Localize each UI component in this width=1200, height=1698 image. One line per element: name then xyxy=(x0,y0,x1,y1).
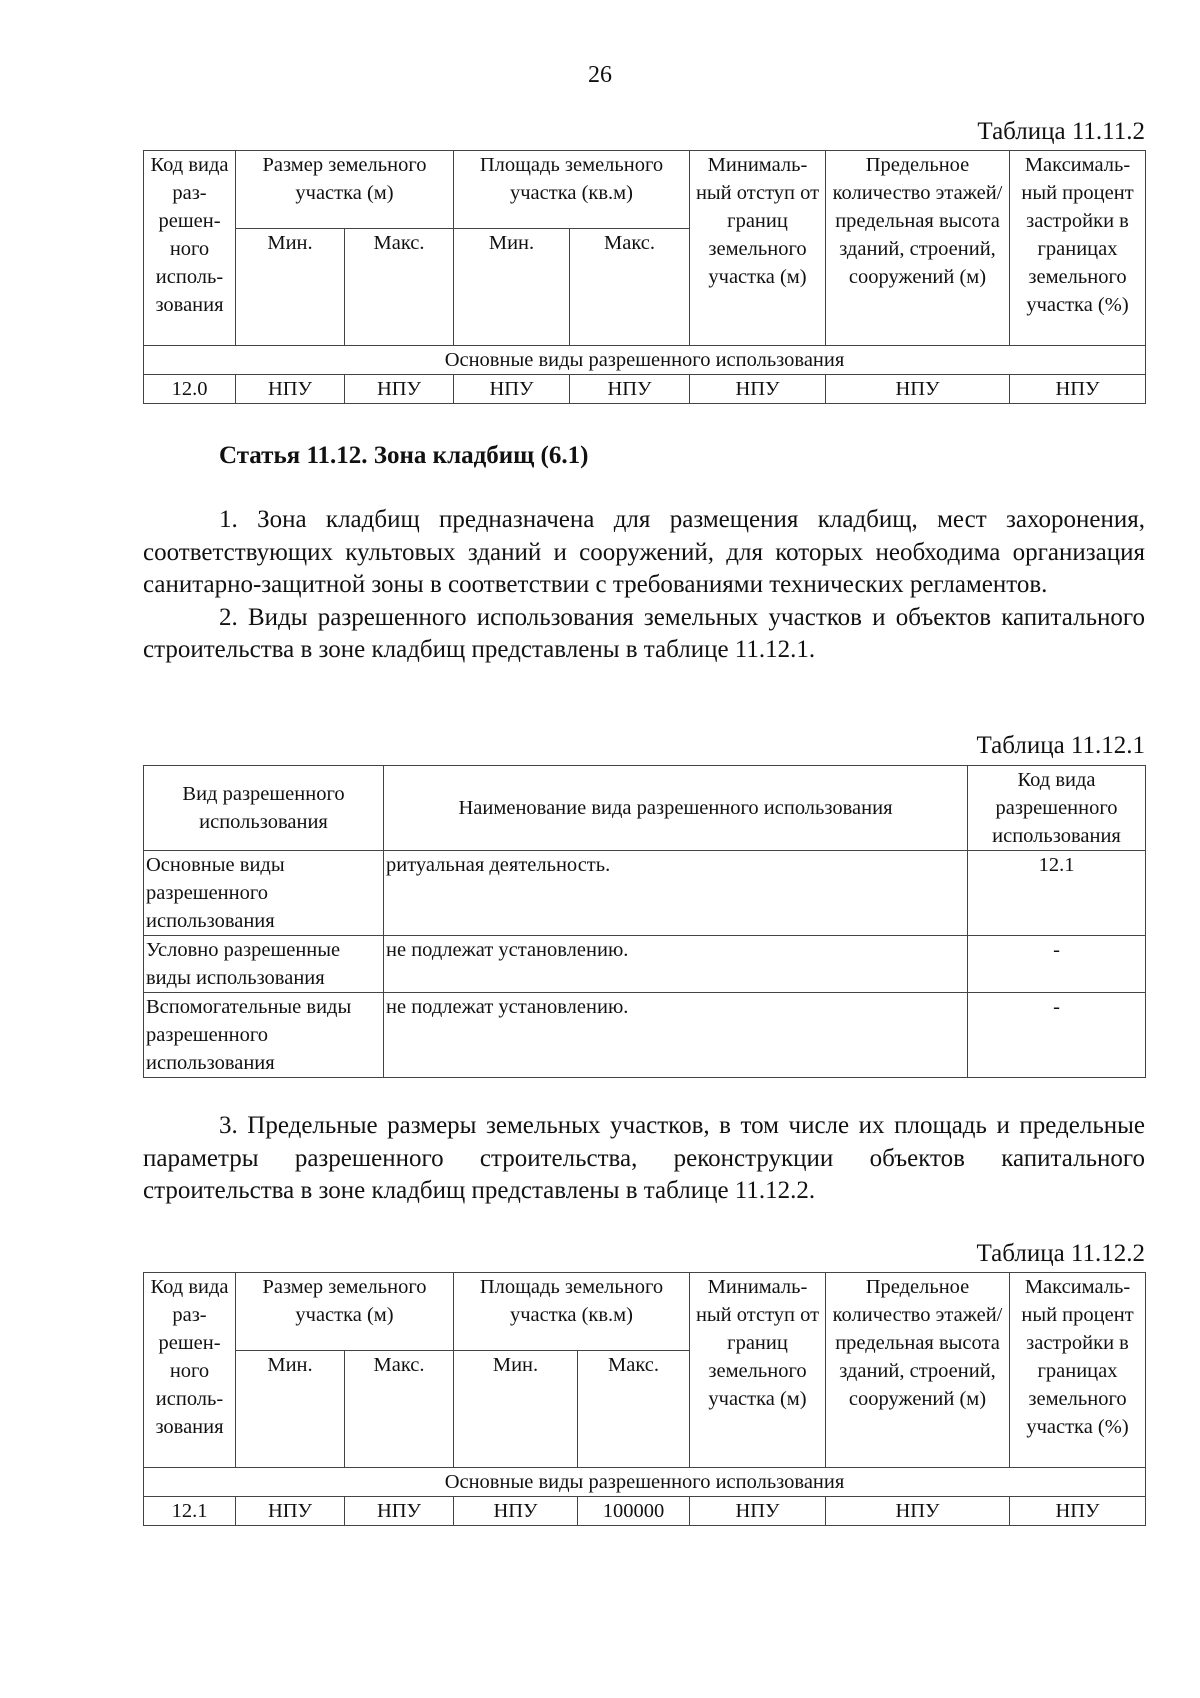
paragraph-text: 3. Предельные размеры земельных участков, в том числе их площадь и предельные параметры разрешенного строительства, реконструкции объектов капитального строительства в зоне кладбищ представлены в таблице 11.12.2. xyxy=(143,1112,1145,1204)
cell-use-type: Условно разрешенные виды использования xyxy=(144,936,384,993)
section-row: Основные виды разрешенного использования xyxy=(144,1468,1146,1497)
header-area: Площадь земельного участка (кв.м) xyxy=(454,1273,690,1351)
cell-use-name: ритуальная деятельность. xyxy=(384,851,968,936)
article-paragraph-3 xyxy=(143,1110,1145,1208)
cell: 100000 xyxy=(578,1497,690,1526)
parameters-table-11-12-2 xyxy=(143,1272,1146,1526)
header-size-max: Макс. xyxy=(345,1351,454,1468)
header-size-min: Мин. xyxy=(236,229,345,346)
cell: НПУ xyxy=(826,375,1010,404)
cell-use-code: - xyxy=(968,993,1146,1078)
paragraph-text: 2. Виды разрешенного использования земельных участков и объектов капитального строительства в зоне кладбищ представлены в таблице 11.12.1. xyxy=(143,603,1145,663)
table-row xyxy=(144,851,1146,936)
header-setback: Минималь-ный отступ от границ земельного участка (м) xyxy=(690,1273,826,1468)
header-area-max: Макс. xyxy=(570,229,690,346)
cell: НПУ xyxy=(570,375,690,404)
parameters-table-11-11-2 xyxy=(143,150,1146,404)
cell: НПУ xyxy=(236,375,345,404)
header-setback: Минималь-ный отступ от границ земельного участка (м) xyxy=(690,151,826,346)
header-size-min: Мин. xyxy=(236,1351,345,1468)
cell-use-name: не подлежат установлению. xyxy=(384,936,968,993)
cell-use-code: 12.1 xyxy=(968,851,1146,936)
header-use-name: Наименование вида разрешенного использования xyxy=(384,766,968,851)
cell: НПУ xyxy=(236,1497,345,1526)
header-use-type: Вид разрешенного использования xyxy=(144,766,384,851)
header-code: Код вида раз-решен-ного исполь-зования xyxy=(144,151,236,346)
header-size: Размер земельного участка (м) xyxy=(236,151,454,229)
cell-use-type: Основные виды разрешенного использования xyxy=(144,851,384,936)
uses-table-11-12-1 xyxy=(143,765,1146,1078)
cell-use-code: - xyxy=(968,936,1146,993)
header-percent: Максималь-ный процент застройки в границах земельного участка (%) xyxy=(1010,1273,1146,1468)
cell: НПУ xyxy=(826,1497,1010,1526)
header-size: Размер земельного участка (м) xyxy=(236,1273,454,1351)
header-area-max: Макс. xyxy=(578,1351,690,1468)
cell: НПУ xyxy=(454,375,570,404)
cell: НПУ xyxy=(690,1497,826,1526)
cell-use-name: не подлежат установлению. xyxy=(384,993,968,1078)
table-row xyxy=(144,375,1146,404)
table-caption: Таблица 11.12.1 xyxy=(976,732,1145,759)
cell: НПУ xyxy=(345,1497,454,1526)
header-floors: Предельное количество этажей/ предельная высота зданий, строений, сооружений (м) xyxy=(826,151,1010,346)
header-floors: Предельное количество этажей/ предельная высота зданий, строений, сооружений (м) xyxy=(826,1273,1010,1468)
cell-code: 12.1 xyxy=(144,1497,236,1526)
table-row xyxy=(144,993,1146,1078)
cell: НПУ xyxy=(1010,1497,1146,1526)
paragraph-text: 1. Зона кладбищ предназначена для размещения кладбищ, мест захоронения, соответствующих культовых зданий и сооружений, для которых необходима организация санитарно-защитной зоны в соответствии с требованиями технических регламентов. xyxy=(143,506,1145,598)
cell: НПУ xyxy=(1010,375,1146,404)
table-row xyxy=(144,936,1146,993)
header-use-code: Код вида разрешенного использования xyxy=(968,766,1146,851)
table-caption: Таблица 11.11.2 xyxy=(977,118,1145,145)
header-area-min: Мин. xyxy=(454,1351,578,1468)
table-caption: Таблица 11.12.2 xyxy=(976,1240,1145,1267)
header-percent: Максималь-ный процент застройки в границах земельного участка (%) xyxy=(1010,151,1146,346)
header-area: Площадь земельного участка (кв.м) xyxy=(454,151,690,229)
cell-use-type: Вспомогательные виды разрешенного использования xyxy=(144,993,384,1078)
cell: НПУ xyxy=(454,1497,578,1526)
header-code: Код вида раз-решен-ного исполь-зования xyxy=(144,1273,236,1468)
table-row xyxy=(144,1497,1146,1526)
header-area-min: Мин. xyxy=(454,229,570,346)
cell: НПУ xyxy=(690,375,826,404)
section-row: Основные виды разрешенного использования xyxy=(144,346,1146,375)
header-size-max: Макс. xyxy=(345,229,454,346)
cell-code: 12.0 xyxy=(144,375,236,404)
page-number: 26 xyxy=(588,62,612,88)
cell: НПУ xyxy=(345,375,454,404)
article-paragraph-1 xyxy=(143,504,1145,667)
article-heading: Статья 11.12. Зона кладбищ (6.1) xyxy=(219,442,589,469)
